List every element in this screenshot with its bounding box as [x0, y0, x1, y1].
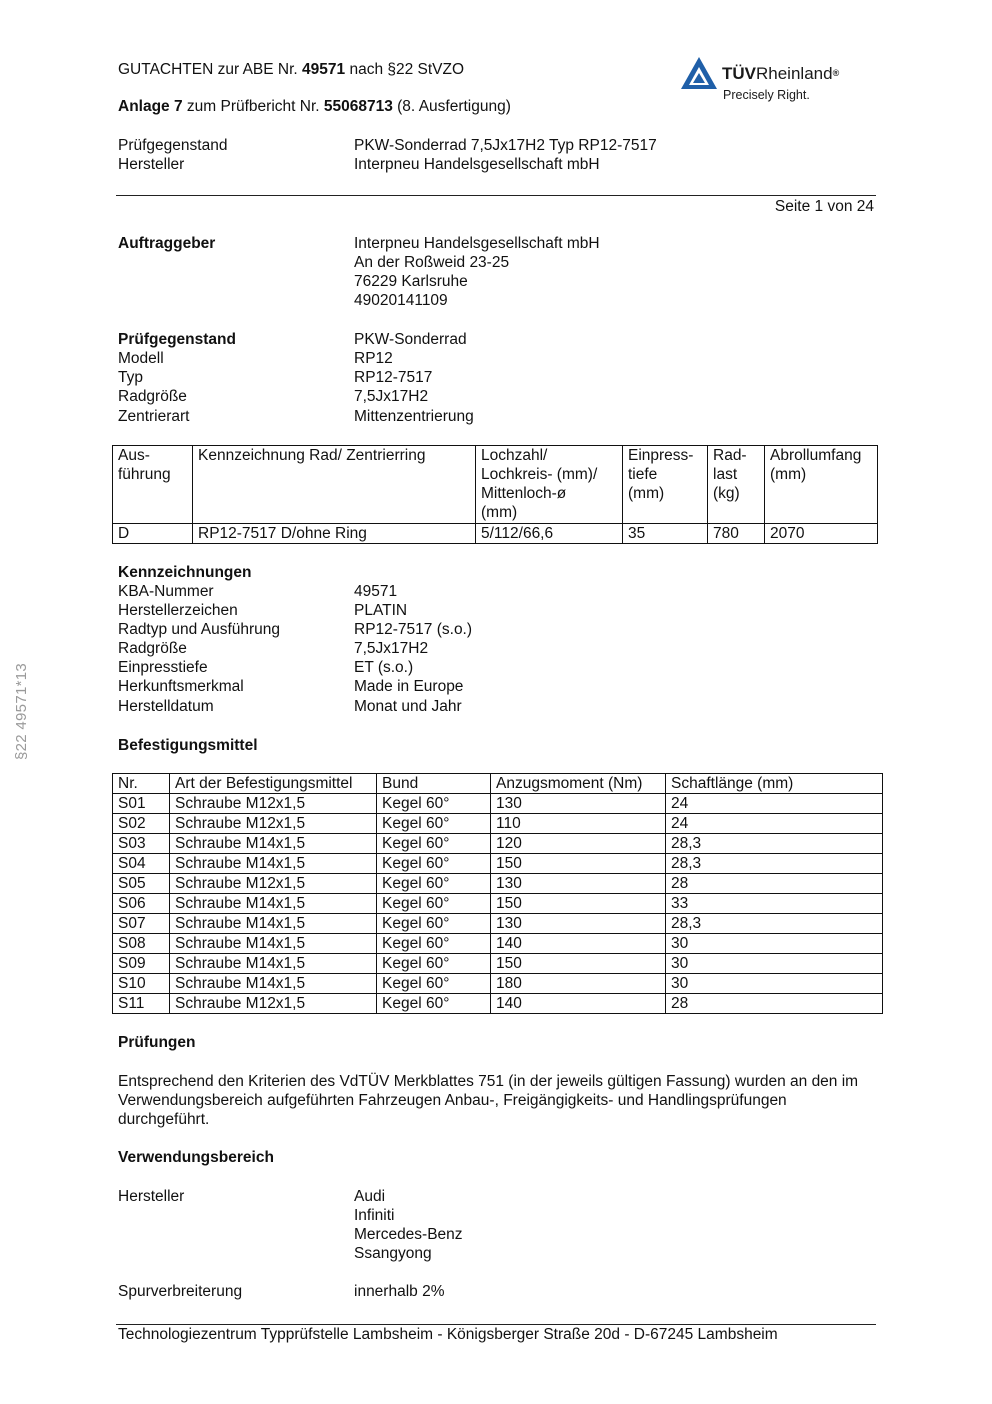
- table-row: [113, 794, 883, 814]
- table-cell: 150: [491, 894, 666, 914]
- value: Mittenzentrierung: [354, 408, 474, 425]
- column-header: Schaftlänge (mm): [666, 774, 883, 794]
- table-row: [113, 834, 883, 854]
- table-cell: 2070: [765, 524, 878, 544]
- kennz-row: [118, 697, 878, 716]
- befestigung-table: [112, 773, 883, 1014]
- table-row: [113, 954, 883, 974]
- table-row: [113, 874, 883, 894]
- table-cell: Schraube M12x1,5: [170, 794, 377, 814]
- table-cell: Kegel 60°: [377, 954, 491, 974]
- label: Zentrierart: [118, 408, 190, 425]
- value: RP12-7517: [354, 369, 433, 386]
- label: Herkunftsmerkmal: [118, 678, 244, 695]
- label: Radtyp und Ausführung: [118, 621, 281, 638]
- label: Spurverbreiterung: [118, 1283, 243, 1300]
- address-line: An der Roßweid 23-25: [354, 254, 510, 271]
- column-header: Rad- last (kg): [708, 446, 765, 524]
- list-item: Mercedes-Benz: [354, 1226, 463, 1243]
- column-header: Lochzahl/ Lochkreis- (mm)/ Mittenloch-ø (mm): [476, 446, 623, 524]
- logo-brand: [722, 64, 839, 83]
- table-cell: S05: [113, 874, 170, 894]
- column-header: Kennzeichnung Rad/ Zentrierring: [193, 446, 476, 524]
- table-cell: Schraube M14x1,5: [170, 954, 377, 974]
- table-cell: Kegel 60°: [377, 814, 491, 834]
- page-number: Seite 1 von 24: [774, 198, 874, 215]
- table-cell: S01: [113, 794, 170, 814]
- hersteller-list: [354, 1187, 463, 1263]
- tuv-logo: [680, 55, 870, 105]
- table-cell: Schraube M12x1,5: [170, 994, 377, 1014]
- label: Prüfgegenstand: [118, 137, 228, 154]
- subtitle-mid: zum Prüfbericht Nr.: [182, 98, 324, 115]
- table-cell: 28,3: [666, 854, 883, 874]
- value: PKW-Sonderrad 7,5Jx17H2 Typ RP12-7517: [354, 137, 657, 154]
- pruefbericht-number: 55068713: [323, 98, 393, 115]
- hersteller-label: Hersteller: [118, 1188, 185, 1205]
- table-cell: 33: [666, 894, 883, 914]
- table-cell: S10: [113, 974, 170, 994]
- label: Radgröße: [118, 388, 187, 405]
- kennz-row: [118, 677, 878, 696]
- label: Einpresstiefe: [118, 659, 208, 676]
- table-row: [113, 934, 883, 954]
- spec-row-typ: [118, 368, 878, 387]
- section-heading: Befestigungsmittel: [118, 737, 258, 754]
- spec-row-zentrierart: [118, 407, 878, 426]
- logo-brand-rest: Rheinland: [756, 64, 833, 83]
- table-cell: 24: [666, 794, 883, 814]
- section-heading: Verwendungsbereich: [118, 1149, 274, 1166]
- table-cell: 24: [666, 814, 883, 834]
- table-cell: 130: [491, 914, 666, 934]
- address-line: 49020141109: [354, 292, 448, 309]
- table-row: [113, 974, 883, 994]
- logo-brand-bold: TÜV: [722, 64, 756, 83]
- list-item: Audi: [354, 1188, 386, 1205]
- table-cell: S09: [113, 954, 170, 974]
- list-item: Ssangyong: [354, 1245, 432, 1262]
- table-row: [113, 814, 883, 834]
- table-cell: 130: [491, 794, 666, 814]
- anlage-label: Anlage 7: [118, 98, 183, 115]
- table-cell: S04: [113, 854, 170, 874]
- section-heading: Prüfgegenstand: [118, 331, 236, 348]
- value: 7,5Jx17H2: [354, 640, 429, 657]
- table-cell: Schraube M14x1,5: [170, 974, 377, 994]
- label: Typ: [118, 369, 143, 386]
- table-cell: S06: [113, 894, 170, 914]
- report-title-prefix: GUTACHTEN zur ABE Nr.: [118, 61, 303, 78]
- table-cell: 110: [491, 814, 666, 834]
- pruefgegenstand-row: [118, 330, 878, 349]
- section-heading: Kennzeichnungen: [118, 564, 252, 581]
- table-cell: S03: [113, 834, 170, 854]
- table-cell: 30: [666, 954, 883, 974]
- label: Herstellerzeichen: [118, 602, 238, 619]
- spec-row-modell: [118, 349, 878, 368]
- logo-registered: ®: [832, 68, 840, 78]
- table-row: [113, 914, 883, 934]
- table-cell: 28,3: [666, 834, 883, 854]
- spec-row-radgroesse: [118, 387, 878, 406]
- value: Monat und Jahr: [354, 698, 462, 715]
- kennz-row: [118, 639, 878, 658]
- kennz-row: [118, 582, 878, 601]
- table-cell: 150: [491, 954, 666, 974]
- table-cell: Kegel 60°: [377, 794, 491, 814]
- table-cell: 30: [666, 974, 883, 994]
- table-cell: Kegel 60°: [377, 934, 491, 954]
- column-header: Art der Befestigungsmittel: [170, 774, 377, 794]
- table-cell: 150: [491, 854, 666, 874]
- table-cell: Kegel 60°: [377, 834, 491, 854]
- table-cell: Schraube M14x1,5: [170, 914, 377, 934]
- value: 49571: [354, 583, 398, 600]
- column-header: Abrollumfang (mm): [765, 446, 878, 524]
- table-cell: 180: [491, 974, 666, 994]
- table-cell: S08: [113, 934, 170, 954]
- header-hersteller: [118, 155, 878, 174]
- table-cell: RP12-7517 D/ohne Ring: [193, 524, 476, 544]
- column-header: Einpress- tiefe (mm): [623, 446, 708, 524]
- label: Herstelldatum: [118, 698, 214, 715]
- value: RP12: [354, 350, 393, 367]
- table-cell: 35: [623, 524, 708, 544]
- value: 7,5Jx17H2: [354, 388, 429, 405]
- table-cell: Kegel 60°: [377, 894, 491, 914]
- auftraggeber-label: Auftraggeber: [118, 235, 216, 252]
- report-subtitle: [118, 97, 511, 116]
- table-cell: 140: [491, 934, 666, 954]
- column-header: Nr.: [113, 774, 170, 794]
- label: Modell: [118, 350, 164, 367]
- label: Hersteller: [118, 156, 185, 173]
- report-title-suffix: nach §22 StVZO: [345, 61, 465, 78]
- value: RP12-7517 (s.o.): [354, 621, 473, 638]
- header-divider: [116, 195, 876, 196]
- table-cell: S11: [113, 994, 170, 1014]
- value: innerhalb 2%: [354, 1283, 445, 1300]
- value: PLATIN: [354, 602, 408, 619]
- table-cell: 28: [666, 874, 883, 894]
- section-heading: Prüfungen: [118, 1034, 196, 1051]
- side-note: §22 49571*13: [13, 662, 30, 760]
- table-cell: 5/112/66,6: [476, 524, 623, 544]
- kennz-row: [118, 601, 878, 620]
- table-cell: 120: [491, 834, 666, 854]
- table-row: [113, 994, 883, 1014]
- label: Radgröße: [118, 640, 187, 657]
- table-cell: D: [113, 524, 193, 544]
- table-cell: S02: [113, 814, 170, 834]
- table-cell: 140: [491, 994, 666, 1014]
- table-cell: Kegel 60°: [377, 914, 491, 934]
- table-cell: S07: [113, 914, 170, 934]
- label: KBA-Nummer: [118, 583, 214, 600]
- logo-tagline: Precisely Right.: [723, 88, 810, 102]
- table-cell: Schraube M14x1,5: [170, 854, 377, 874]
- table-header-row: [113, 774, 883, 794]
- value: PKW-Sonderrad: [354, 331, 467, 348]
- table-cell: Schraube M14x1,5: [170, 894, 377, 914]
- report-title: [118, 60, 464, 79]
- spurverbreiterung-row: [118, 1282, 878, 1301]
- table-row: [113, 854, 883, 874]
- tuv-triangle-icon: [680, 56, 718, 90]
- table-header-row: [113, 446, 878, 524]
- column-header: Bund: [377, 774, 491, 794]
- abe-number: 49571: [302, 61, 346, 78]
- auftraggeber-address: [354, 234, 600, 310]
- table-cell: 28,3: [666, 914, 883, 934]
- table-cell: Schraube M14x1,5: [170, 834, 377, 854]
- table-cell: Kegel 60°: [377, 874, 491, 894]
- table-cell: Schraube M14x1,5: [170, 934, 377, 954]
- address-line: 76229 Karlsruhe: [354, 273, 468, 290]
- table-cell: Schraube M12x1,5: [170, 874, 377, 894]
- value: ET (s.o.): [354, 659, 414, 676]
- column-header: Aus- führung: [113, 446, 193, 524]
- pruefungen-paragraph: Entsprechend den Kriterien des VdTÜV Merkblattes 751 (in der jeweils gültigen Fassung) wurden an den im Verwendungsbereich aufgeführten Fahrzeugen Anbau-, Freigängigkeits- und Handlingsprüfungen durchgeführt.: [118, 1073, 859, 1128]
- table-cell: Kegel 60°: [377, 994, 491, 1014]
- table-cell: 28: [666, 994, 883, 1014]
- subtitle-suffix: (8. Ausfertigung): [392, 98, 511, 115]
- value: Made in Europe: [354, 678, 464, 695]
- value: Interpneu Handelsgesellschaft mbH: [354, 156, 600, 173]
- table-row: [113, 524, 878, 544]
- table-row: [113, 894, 883, 914]
- header-pruefgegenstand: [118, 136, 878, 155]
- column-header: Anzugsmoment (Nm): [491, 774, 666, 794]
- kennz-row: [118, 620, 878, 639]
- table-cell: Kegel 60°: [377, 974, 491, 994]
- address-line: Interpneu Handelsgesellschaft mbH: [354, 235, 600, 252]
- list-item: Infiniti: [354, 1207, 395, 1224]
- footer-address: Technologiezentrum Typprüfstelle Lambsheim - Königsberger Straße 20d - D-67245 Lambsheim: [118, 1326, 778, 1343]
- kennz-row: [118, 658, 878, 677]
- ausfuehrung-table: [112, 445, 878, 544]
- table-cell: 780: [708, 524, 765, 544]
- table-cell: Schraube M12x1,5: [170, 814, 377, 834]
- table-cell: Kegel 60°: [377, 854, 491, 874]
- table-cell: 130: [491, 874, 666, 894]
- table-cell: 30: [666, 934, 883, 954]
